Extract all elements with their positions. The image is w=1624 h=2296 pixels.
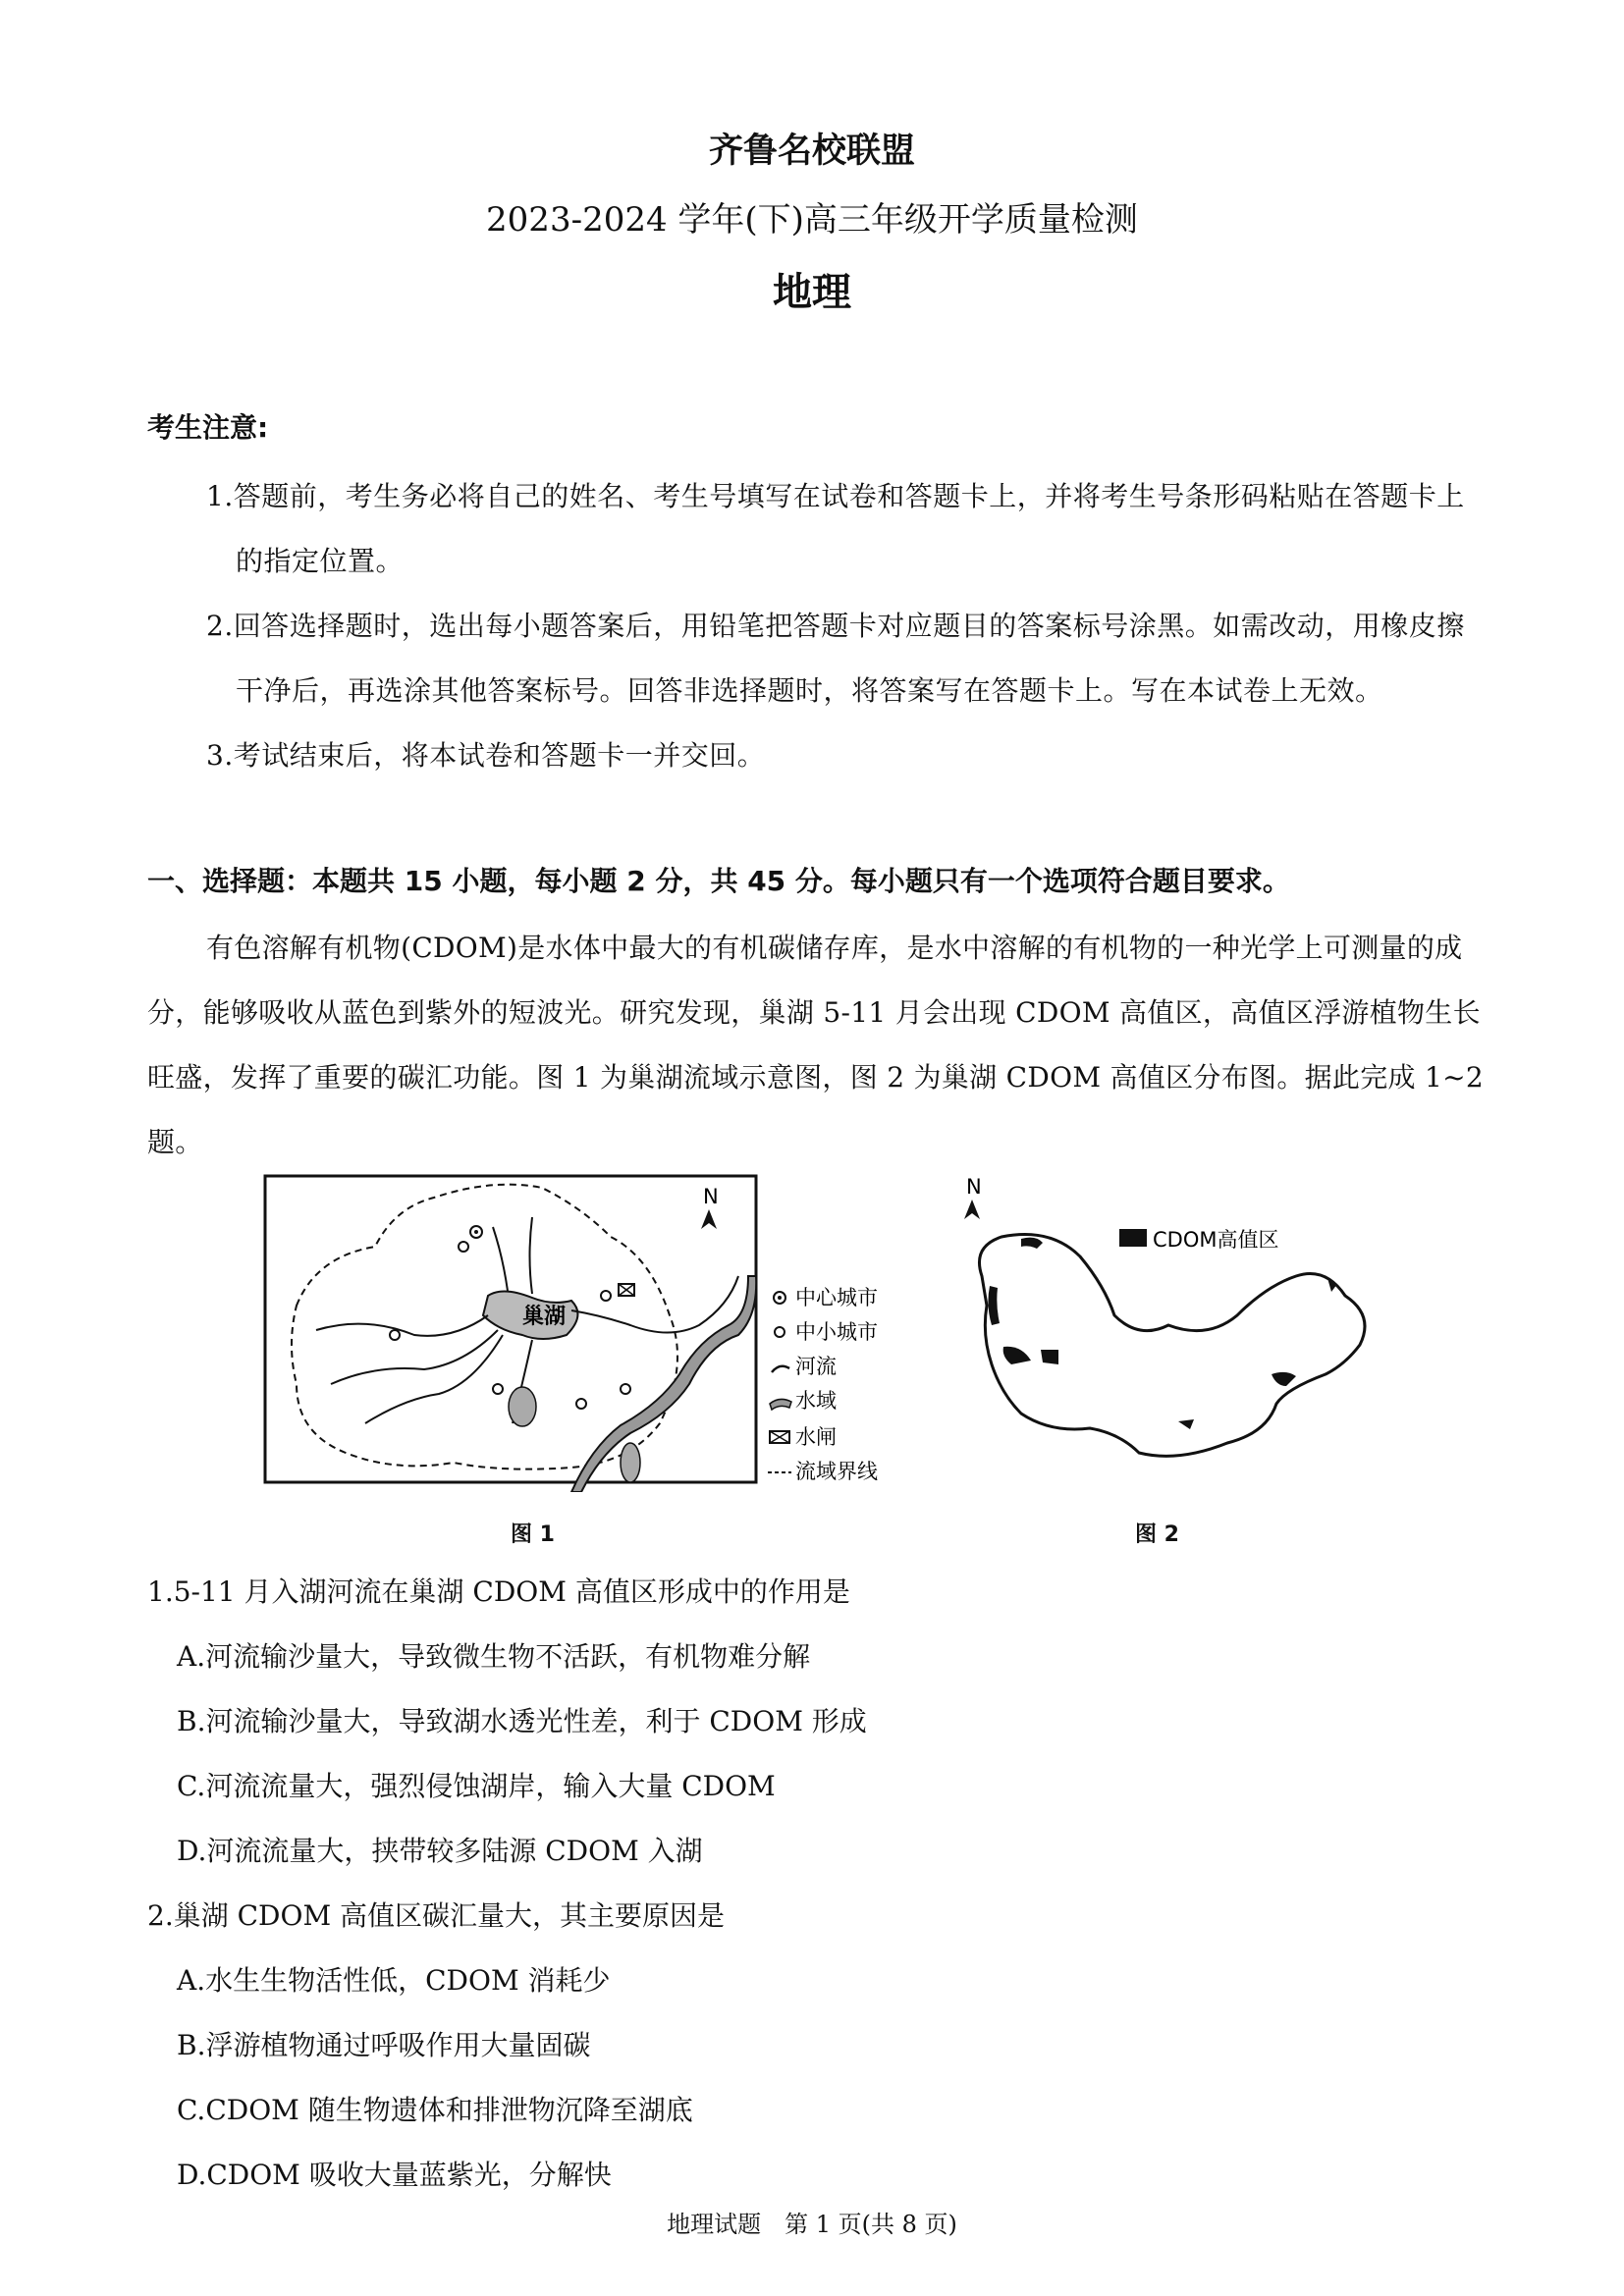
small-city: [390, 1330, 400, 1340]
subject-title: 地理: [773, 270, 851, 315]
small-city: [621, 1384, 630, 1394]
watershed-map: [257, 1168, 905, 1492]
figure-2-caption: 图 2: [1135, 1522, 1179, 1547]
small-city: [493, 1384, 503, 1394]
figure-2-map: [943, 1168, 1384, 1551]
question-option: C.河流流量大，强烈侵蚀湖岸，输入大量 CDOM: [177, 1770, 776, 1802]
cdom-patch: [1272, 1372, 1296, 1386]
small-city: [576, 1399, 586, 1409]
river: [530, 1217, 533, 1294]
passage-line: 旺盛，发挥了重要的碳汇功能。图 1 为巢湖流域示意图，图 2 为巢湖 CDOM 高值区分布图。据此完成 1~2: [147, 1061, 1485, 1094]
question-option: C.CDOM 随生物遗体和排泄物沉降至湖底: [177, 2094, 693, 2126]
legend-item: 流域界线: [795, 1460, 878, 1483]
river: [571, 1276, 738, 1333]
cdom-patch: [1021, 1238, 1043, 1249]
central-city: [474, 1230, 478, 1234]
notice-line: 1.答题前，考生务必将自己的姓名、考生号填写在试卷和答题卡上，并将考生号条形码粘贴在答题卡上: [206, 480, 1465, 512]
legend-cdom-label: CDOM高值区: [1153, 1228, 1279, 1252]
section-heading: 一、选择题：本题共 15 小题，每小题 2 分，共 45 分。每小题只有一个选项符合题目要求。: [147, 865, 1290, 897]
legend-small-city-icon: [775, 1327, 785, 1337]
passage-line: 题。: [147, 1126, 203, 1158]
legend-item: 河流: [795, 1355, 837, 1378]
legend-river-icon: [772, 1366, 789, 1372]
cdom-map: [943, 1168, 1384, 1492]
legend-water-icon: [770, 1399, 791, 1410]
river: [493, 1227, 508, 1291]
page-footer: 地理试题 第 1 页(共 8 页): [667, 2211, 957, 2238]
north-arrow-icon: [964, 1200, 980, 1219]
small-city: [459, 1242, 468, 1252]
question-option: B.浮游植物通过呼吸作用大量固碳: [177, 2029, 591, 2061]
north-arrow-icon: [701, 1209, 717, 1229]
cdom-patch: [1041, 1350, 1058, 1364]
cdom-patch: [1003, 1347, 1031, 1364]
small-city: [601, 1291, 611, 1301]
notice-line: 干净后，再选涂其他答案标号。回答非选择题时，将答案写在答题卡上。写在本试卷上无效。: [236, 674, 1383, 707]
lake-label: 巢湖: [522, 1305, 567, 1329]
figure-1-map: [257, 1168, 905, 1551]
exam-title: 2023-2024 学年(下)高三年级开学质量检测: [486, 200, 1138, 240]
river: [331, 1330, 498, 1384]
passage-line: 分，能够吸收从蓝色到紫外的短波光。研究发现，巢湖 5-11 月会出现 CDOM 高值区，高值区浮游植物生长: [147, 996, 1481, 1029]
notice-line: 2.回答选择题时，选出每小题答案后，用铅笔把答题卡对应题目的答案标号涂黑。如需改动，用橡皮擦: [206, 610, 1465, 642]
river: [316, 1315, 488, 1336]
north-label: N: [966, 1175, 982, 1199]
legend-item: 中小城市: [795, 1320, 878, 1344]
passage-line: 有色溶解有机物(CDOM)是水体中最大的有机碳储存库，是水中溶解的有机物的一种光学上可测量的成: [206, 932, 1463, 964]
question-stem: 1.5-11 月入湖河流在巢湖 CDOM 高值区形成中的作用是: [147, 1575, 850, 1608]
question-option: A.水生生物活性低，CDOM 消耗少: [177, 1964, 611, 1997]
question-option: D.河流流量大，挟带较多陆源 CDOM 入湖: [177, 1835, 703, 1867]
cdom-patch: [988, 1286, 1000, 1325]
legend-item: 水域: [795, 1389, 837, 1413]
yangtze-river: [571, 1276, 756, 1492]
small-lake: [621, 1443, 640, 1482]
river: [365, 1335, 503, 1423]
question-option: A.河流输沙量大，导致微生物不活跃，有机物难分解: [177, 1640, 811, 1673]
question-stem: 2.巢湖 CDOM 高值区碳汇量大，其主要原因是: [147, 1899, 726, 1932]
question-option: B.河流输沙量大，导致湖水透光性差，利于 CDOM 形成: [177, 1705, 867, 1737]
figure-1-caption: 图 1: [511, 1522, 555, 1547]
legend-cdom-icon: [1119, 1229, 1147, 1247]
notice-line: 3.考试结束后，将本试卷和答题卡一并交回。: [206, 739, 766, 772]
org-title: 齐鲁名校联盟: [708, 132, 915, 171]
notice-line: 的指定位置。: [236, 545, 405, 577]
legend-item: 水闸: [795, 1425, 837, 1449]
legend-item: 中心城市: [795, 1286, 878, 1309]
north-label: N: [703, 1185, 719, 1208]
lake-outline: [980, 1235, 1366, 1457]
cdom-patch: [1178, 1419, 1194, 1429]
notice-heading: 考生注意:: [147, 411, 269, 444]
question-option: D.CDOM 吸收大量蓝紫光，分解快: [177, 2159, 612, 2191]
small-lake: [509, 1387, 536, 1426]
